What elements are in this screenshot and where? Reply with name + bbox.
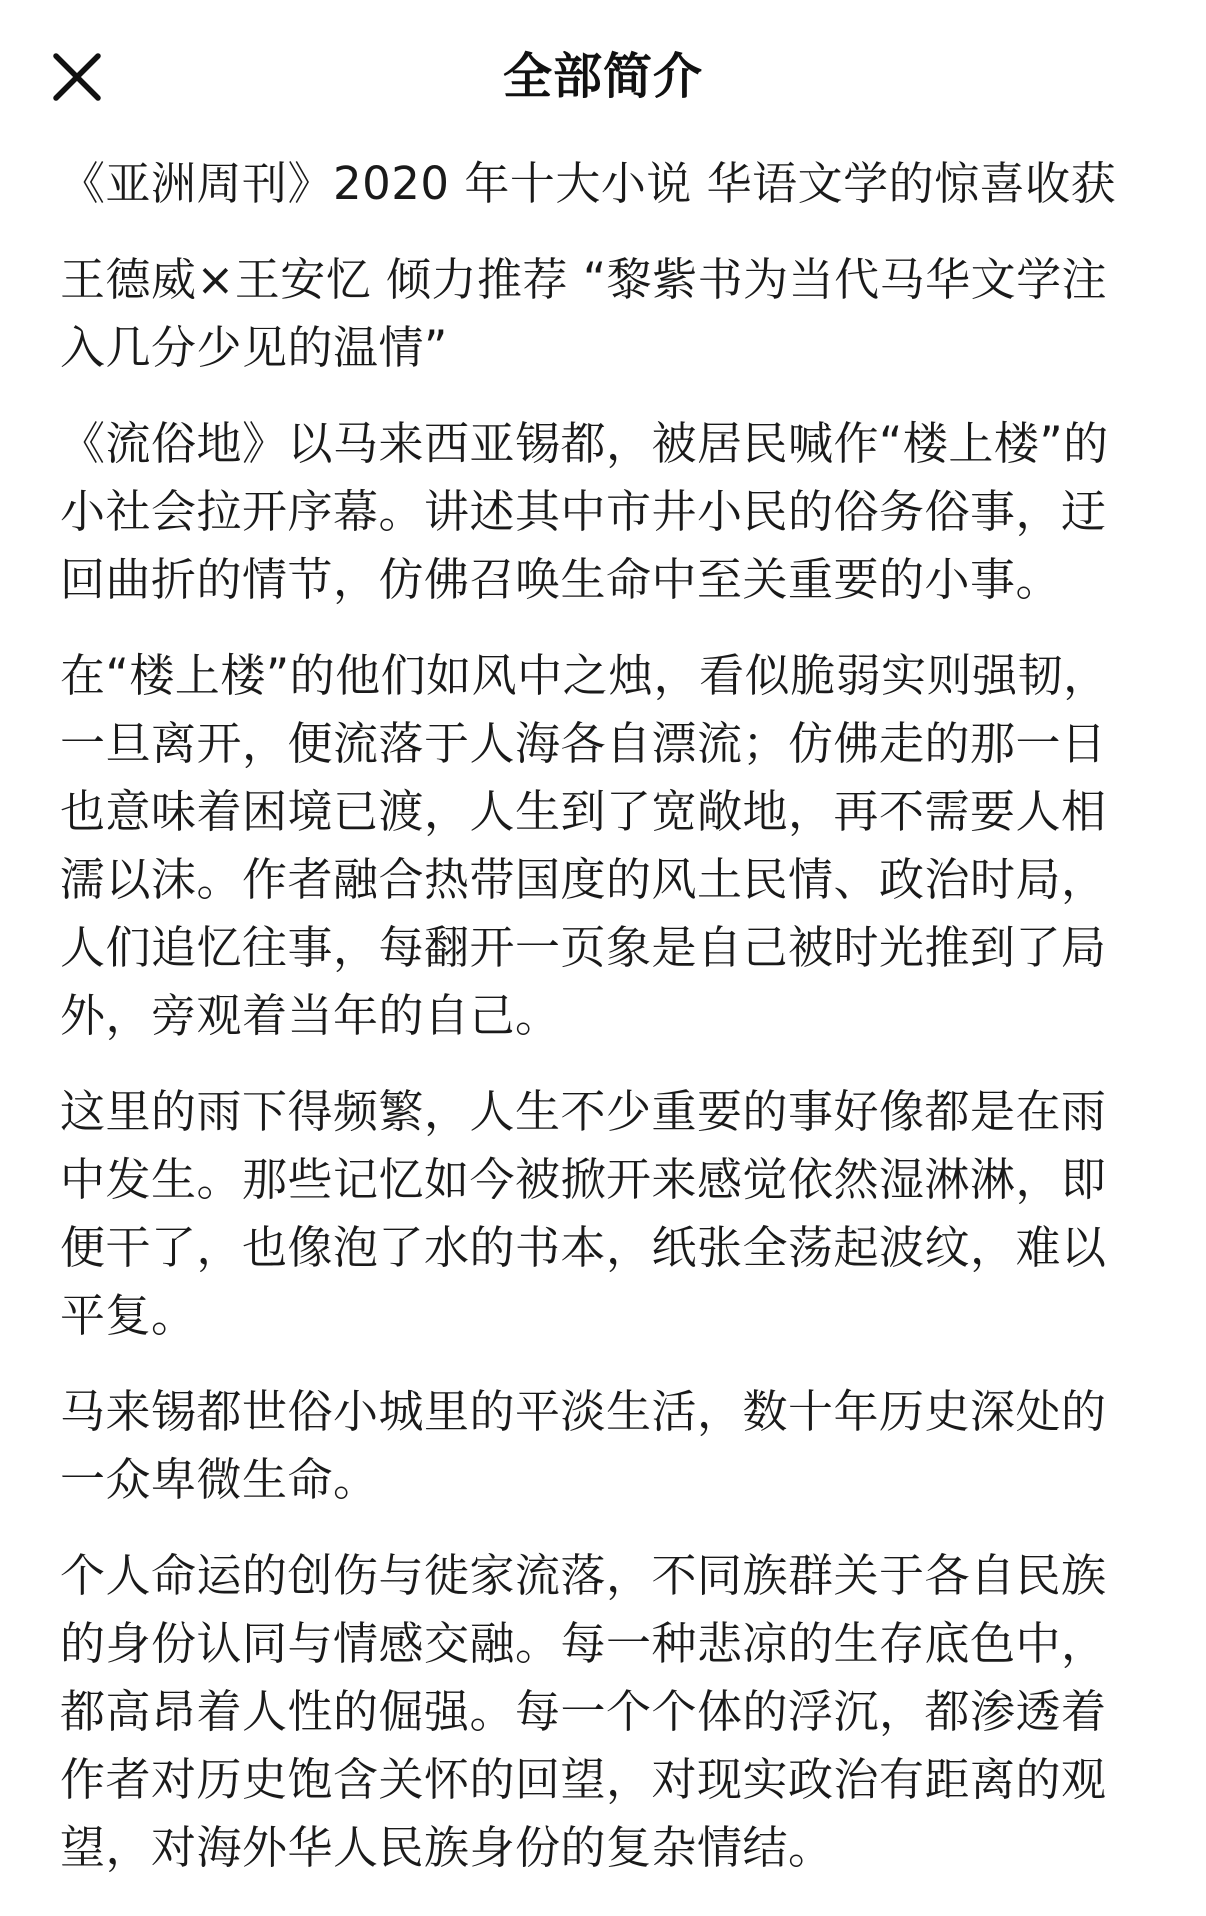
intro-paragraph: 在“楼上楼”的他们如风中之烛，看似脆弱实则强韧，一旦离开，便流落于人海各自漂流；仿佛走的那一日也意味着困境已渡，人生到了宽敞地，再不需要人相濡以沫。作者融合热带国度的风土民情、政治时局，人们追忆往事，每翻开一页象是自己被时光推到了局外，旁观着当年的自己。	[60, 649, 1109, 1042]
introduction-body	[60, 150, 1140, 1910]
intro-paragraph: 个人命运的创伤与徙家流落，不同族群关于各自民族的身份认同与情感交融。每一种悲凉的生存底色中，都高昂着人性的倔强。每一个个体的浮沉，都渗透着作者对历史饱含关怀的回望，对现实政治有距离的观望，对海外华人民族身份的复杂情结。	[60, 1549, 1107, 1874]
intro-paragraph: 这里的雨下得频繁，人生不少重要的事好像都是在雨中发生。那些记忆如今被掀开来感觉依然湿淋淋，即便干了，也像泡了水的书本，纸张全荡起波纹，难以平复。	[60, 1085, 1107, 1342]
intro-paragraph: 王德威×王安忆 倾力推荐 “黎紫书为当代马华文学注入几分少见的温情”	[60, 253, 1108, 374]
intro-paragraph: 《流俗地》以马来西亚锡都，被居民喊作“楼上楼”的小社会拉开序幕。讲述其中市井小民的俗务俗事，迂回曲折的情节，仿佛召唤生命中至关重要的小事。	[60, 417, 1109, 606]
page-title: 全部简介	[502, 48, 703, 105]
intro-paragraph: 马来锡都世俗小城里的平淡生活，数十年历史深处的一众卑微生命。	[60, 1385, 1107, 1506]
top-bar	[0, 0, 1206, 160]
intro-paragraph: 《亚洲周刊》2020 年十大小说 华语文学的惊喜收获	[60, 157, 1117, 210]
